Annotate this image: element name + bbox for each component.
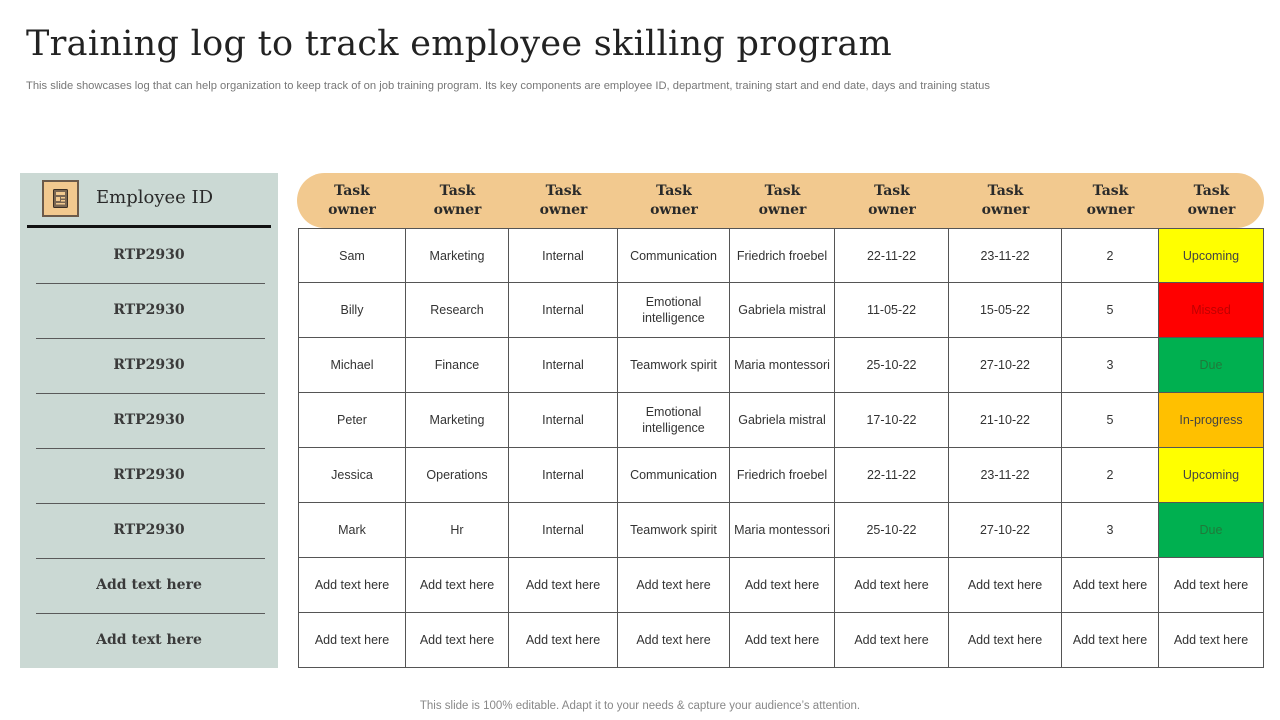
table-cell: Internal — [509, 503, 618, 558]
table-cell: Friedrich froebel — [730, 228, 835, 283]
table-cell: Teamwork spirit — [618, 503, 730, 558]
table-cell: Add text here — [949, 558, 1062, 613]
column-header: Task owner — [758, 182, 807, 218]
employee-id-row: RTP2930 — [113, 302, 185, 318]
table-cell: 3 — [1062, 338, 1159, 393]
table-cell: Friedrich froebel — [730, 448, 835, 503]
table-cell: 17-10-22 — [835, 393, 949, 448]
column-header: Task owner — [650, 182, 698, 218]
status-cell: Upcoming — [1159, 448, 1264, 503]
table-cell: Marketing — [406, 393, 509, 448]
table-cell: Add text here — [949, 613, 1062, 668]
table-cell: Add text here — [298, 558, 406, 613]
employee-id-row: RTP2930 — [113, 357, 185, 373]
status-cell: In-progress — [1159, 393, 1264, 448]
column-header: Task owner — [328, 182, 376, 218]
table-cell: 22-11-22 — [835, 448, 949, 503]
employee-id-panel — [20, 173, 278, 668]
table-cell: Teamwork spirit — [618, 338, 730, 393]
employee-id-row: RTP2930 — [113, 467, 185, 483]
status-cell: Due — [1159, 338, 1264, 393]
column-header: Task owner — [539, 182, 588, 218]
table-cell: Peter — [298, 393, 406, 448]
employee-id-row: Add text here — [96, 632, 202, 648]
table-cell: Add text here — [1062, 613, 1159, 668]
table-cell: 21-10-22 — [949, 393, 1062, 448]
table-cell: Add text here — [509, 558, 618, 613]
table-cell: Add text here — [835, 613, 949, 668]
employee-id-row: Add text here — [96, 577, 202, 593]
employee-id-title: Employee ID — [96, 187, 214, 208]
page-subtitle: This slide showcases log that can help organization to keep track of on job training program. Its key components are employee ID, department, training start and end date, days and training status — [26, 80, 990, 92]
column-header: Task owner — [981, 182, 1030, 218]
id-card-icon — [42, 180, 79, 217]
table-cell: Marketing — [406, 228, 509, 283]
table-cell: 25-10-22 — [835, 338, 949, 393]
table-cell: Add text here — [298, 613, 406, 668]
table-cell: Internal — [509, 283, 618, 338]
employee-id-row: RTP2930 — [113, 247, 185, 263]
table-cell: Mark — [298, 503, 406, 558]
table-cell: Emotional intelligence — [618, 283, 730, 338]
table-cell: Add text here — [406, 613, 509, 668]
table-cell: 5 — [1062, 283, 1159, 338]
table-cell: Finance — [406, 338, 509, 393]
table-cell: 11-05-22 — [835, 283, 949, 338]
table-cell: Emotional intelligence — [618, 393, 730, 448]
status-cell: Missed — [1159, 283, 1264, 338]
status-cell: Add text here — [1159, 613, 1264, 668]
table-cell: Operations — [406, 448, 509, 503]
table-cell: 2 — [1062, 448, 1159, 503]
column-header: Task owner — [868, 182, 916, 218]
employee-id-row: RTP2930 — [113, 522, 185, 538]
table-cell: Communication — [618, 448, 730, 503]
table-cell: Research — [406, 283, 509, 338]
status-cell: Due — [1159, 503, 1264, 558]
employee-id-header — [20, 173, 278, 225]
table-cell: Maria montessori — [730, 503, 835, 558]
table-cell: 3 — [1062, 503, 1159, 558]
table-cell: Internal — [509, 393, 618, 448]
table-cell: Communication — [618, 228, 730, 283]
employee-id-row: RTP2930 — [113, 412, 185, 428]
status-cell: Upcoming — [1159, 228, 1264, 283]
table-cell: Internal — [509, 338, 618, 393]
page-title: Training log to track employee skilling program — [26, 24, 893, 64]
table-cell: 23-11-22 — [949, 448, 1062, 503]
table-cell: Add text here — [618, 613, 730, 668]
table-cell: Add text here — [618, 558, 730, 613]
table-cell: Add text here — [730, 558, 835, 613]
table-cell: Sam — [298, 228, 406, 283]
table-cell: Hr — [406, 503, 509, 558]
table-cell: 22-11-22 — [835, 228, 949, 283]
table-cell: Add text here — [509, 613, 618, 668]
table-cell: Add text here — [406, 558, 509, 613]
table-cell: Gabriela mistral — [730, 283, 835, 338]
footer-note: This slide is 100% editable. Adapt it to your needs & capture your audience’s attention. — [419, 700, 861, 712]
table-cell: Add text here — [1062, 558, 1159, 613]
table-cell: 5 — [1062, 393, 1159, 448]
table-cell: Add text here — [730, 613, 835, 668]
column-header: Task owner — [433, 182, 482, 218]
table-cell: Add text here — [835, 558, 949, 613]
table-cell: 27-10-22 — [949, 503, 1062, 558]
status-cell: Add text here — [1159, 558, 1264, 613]
column-header: Task owner — [1187, 182, 1236, 218]
table-cell: Maria montessori — [730, 338, 835, 393]
table-cell: 15-05-22 — [949, 283, 1062, 338]
table-cell: 23-11-22 — [949, 228, 1062, 283]
table-cell: Billy — [298, 283, 406, 338]
table-cell: Jessica — [298, 448, 406, 503]
table-cell: 2 — [1062, 228, 1159, 283]
table-cell: 27-10-22 — [949, 338, 1062, 393]
table-cell: Internal — [509, 448, 618, 503]
table-cell: Michael — [298, 338, 406, 393]
table-cell: 25-10-22 — [835, 503, 949, 558]
table-cell: Gabriela mistral — [730, 393, 835, 448]
table-cell: Internal — [509, 228, 618, 283]
column-header: Task owner — [1086, 182, 1135, 218]
